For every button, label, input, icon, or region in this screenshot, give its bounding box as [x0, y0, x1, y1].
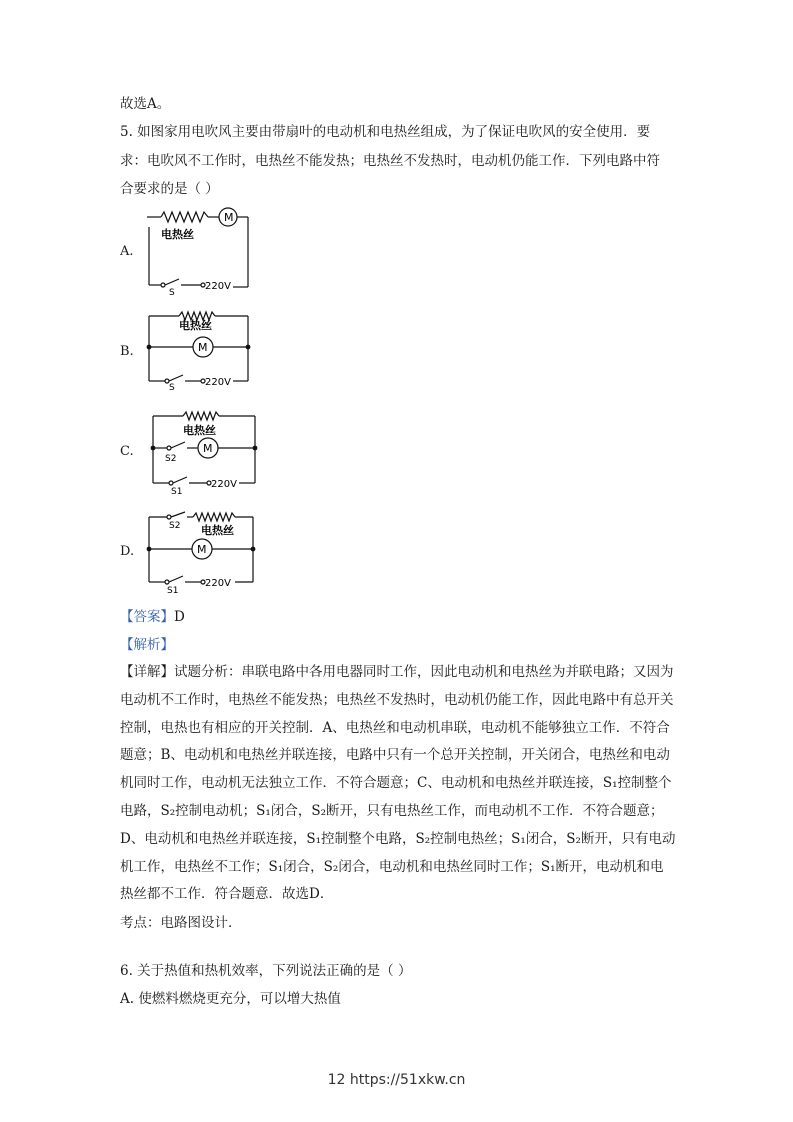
motor-label: M — [197, 543, 207, 556]
switch-1-label: S1 — [171, 487, 183, 497]
q5-stem-line-3: 合要求的是（ ） — [120, 181, 219, 197]
circuit-diagram-a — [143, 205, 258, 300]
q6-stem: 6. 关于热值和热机效率，下列说法正确的是（ ） — [120, 963, 412, 979]
heater-label: 电热丝 — [179, 319, 212, 332]
voltage-label: 220V — [205, 377, 231, 388]
answer-value: D — [174, 609, 185, 625]
detail-tag: 【详解】 — [120, 664, 174, 680]
answer-tag: 【答案】 — [120, 609, 174, 625]
option-d-label: D. — [120, 544, 135, 559]
analysis-tag: 【解析】 — [120, 637, 174, 653]
q6-option-a: A. 使燃料燃烧更充分，可以增大热值 — [120, 991, 341, 1007]
kaodian: 考点：电路图设计． — [120, 915, 242, 931]
motor-label: M — [198, 341, 208, 354]
switch-1-label: S1 — [167, 586, 179, 596]
option-c-label: C. — [120, 444, 134, 459]
detail-paragraph — [120, 659, 676, 909]
q5-stem-line-1: 5. 如图家用电吹风主要由带扇叶的电动机和电热丝组成，为了保证电吹风的安全使用．要 — [120, 124, 651, 140]
heater-label: 电热丝 — [161, 228, 194, 241]
circuit-diagram-b — [143, 306, 258, 392]
answer-line — [120, 607, 185, 627]
voltage-label: 220V — [211, 479, 237, 490]
detail-text: 试题分析：串联电路中各用电器同时工作，因此电动机和电热丝为并联电路；又因为电动机不工作时，电热丝不能发热；电热丝不发热时，电动机仍能工作，因此电路中有总开关控制，电热也有相应的开关控制．A、电热丝和电动机串联，电动机不能够独立工作．不符合题意；B、电动机和电热丝并联连接，电路中只有一个总开关控制，开关闭合，电热丝和电动机同时工作，电动机无法独立工作．不符合题意；C、电动机和电热丝并联连接，S₁控制整个电路，S₂控制电动机；S₁闭合，S₂断开，只有电热丝工作，而电动机不工作．不符合题意；D、电动机和电热丝并联连接，S₁控制整个电路，S₂控制电热丝；S₁闭合，S₂断开，只有电动机工作，电热丝不工作；S₁闭合，S₂闭合，电动机和电热丝同时工作；S₁断开，电动机和电热丝都不工作．符合题意．故选D． — [120, 664, 676, 903]
option-b-label: B. — [120, 344, 134, 359]
motor-label: M — [224, 211, 234, 224]
switch-2-label: S2 — [165, 454, 177, 464]
previous-answer: 故选A。 — [120, 96, 171, 112]
circuit-diagram-c — [143, 406, 263, 498]
switch-label: S — [169, 288, 175, 298]
circuit-diagram-d — [143, 506, 263, 598]
page-footer: 12 https://51xkw.cn — [327, 1072, 466, 1088]
motor-label: M — [203, 442, 213, 455]
heater-label: 电热丝 — [201, 524, 234, 537]
switch-2-label: S2 — [169, 521, 181, 531]
voltage-label: 220V — [205, 578, 231, 589]
heater-label: 电热丝 — [183, 424, 216, 437]
switch-label: S — [169, 383, 175, 392]
voltage-label: 220V — [205, 281, 231, 292]
q5-stem-line-2: 求：电吹风不工作时，电热丝不能发热；电热丝不发热时，电动机仍能工作．下列电路中符 — [120, 153, 660, 169]
option-a-label: A. — [120, 244, 134, 259]
